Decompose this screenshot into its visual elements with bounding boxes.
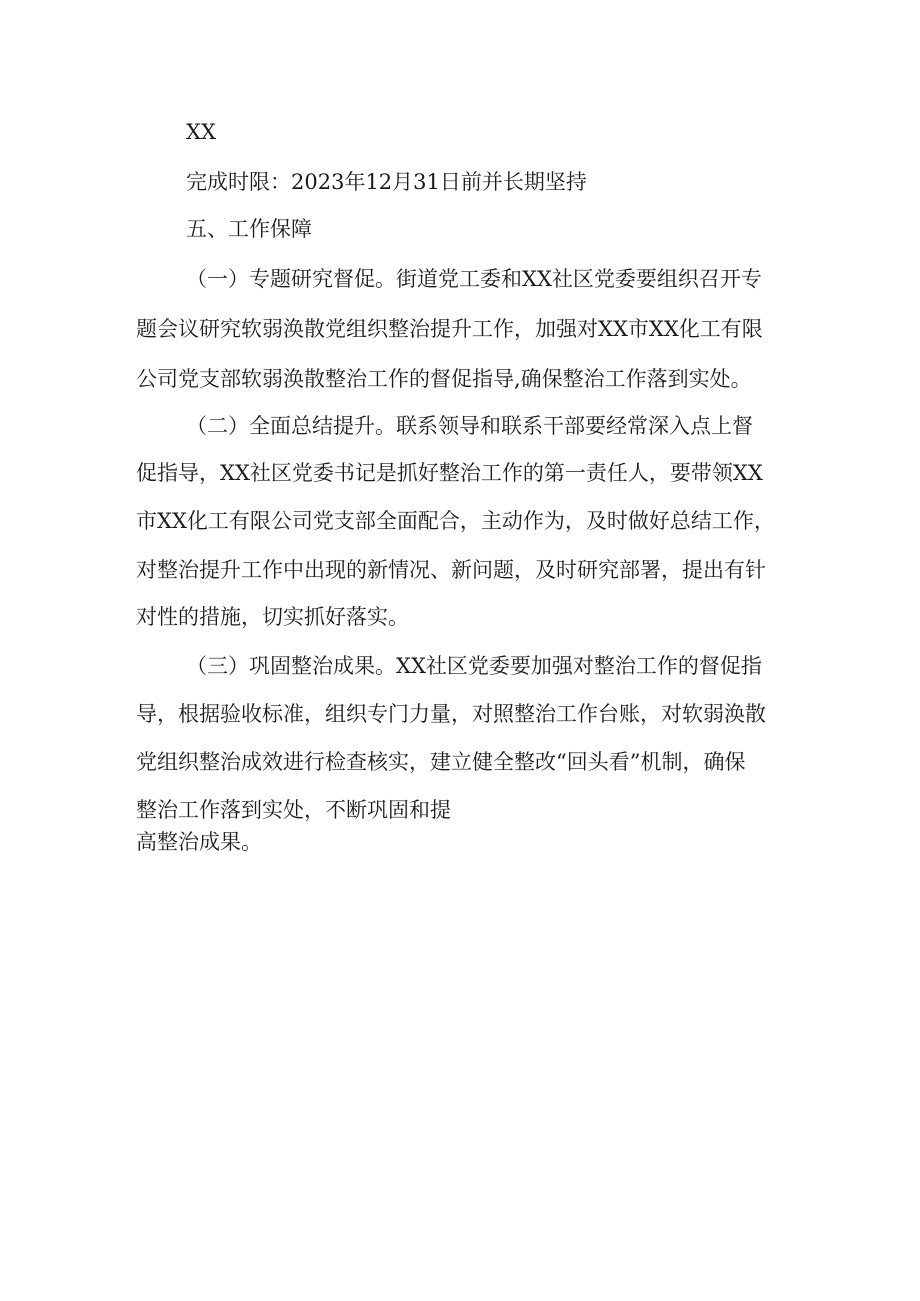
paragraph-2-line-3: 市XX化工有限公司党支部全面配合，主动作为，及时做好总结工作， xyxy=(136,509,775,533)
paragraph-3-line-3: 党组织整治成效进行检查核实，建立健全整改“回头看”机制，确保 xyxy=(136,750,746,774)
deadline-line: 完成时限：2023年12月31日前并长期坚持 xyxy=(186,170,587,194)
paragraph-2-line-2: 促指导，XX社区党委书记是抓好整治工作的第一责任人，要带领XX xyxy=(136,461,763,485)
paragraph-2-line-5: 对性的措施，切实抓好落实。 xyxy=(136,605,409,629)
text-line: XX xyxy=(186,120,216,144)
paragraph-1-line-1: （一）专题研究督促。街道党工委和XX社区党委要组织召开专 xyxy=(186,267,762,291)
paragraph-3-line-1: （三）巩固整治成果。XX社区党委要加强对整治工作的督促指 xyxy=(186,654,762,678)
paragraph-3-line-2: 导，根据验收标准，组织专门力量，对照整治工作台账，对软弱涣散 xyxy=(136,702,766,726)
paragraph-2-line-4: 对整治提升工作中出现的新情况、新问题，及时研究部署，提出有针 xyxy=(136,558,766,582)
paragraph-3-line-5: 高整治成果。 xyxy=(136,830,262,854)
paragraph-1-line-2: 题会议研究软弱涣散党组织整治提升工作，加强对XX市XX化工有限 xyxy=(136,317,763,341)
paragraph-2-line-1: （二）全面总结提升。联系领导和联系干部要经常深入点上督 xyxy=(186,414,753,438)
paragraph-3-line-4: 整治工作落到实处，不断巩固和提 xyxy=(136,798,451,822)
paragraph-1-line-3: 公司党支部软弱涣散整治工作的督促指导,确保整治工作落到实处。 xyxy=(136,367,752,391)
section-heading: 五、工作保障 xyxy=(186,217,312,241)
